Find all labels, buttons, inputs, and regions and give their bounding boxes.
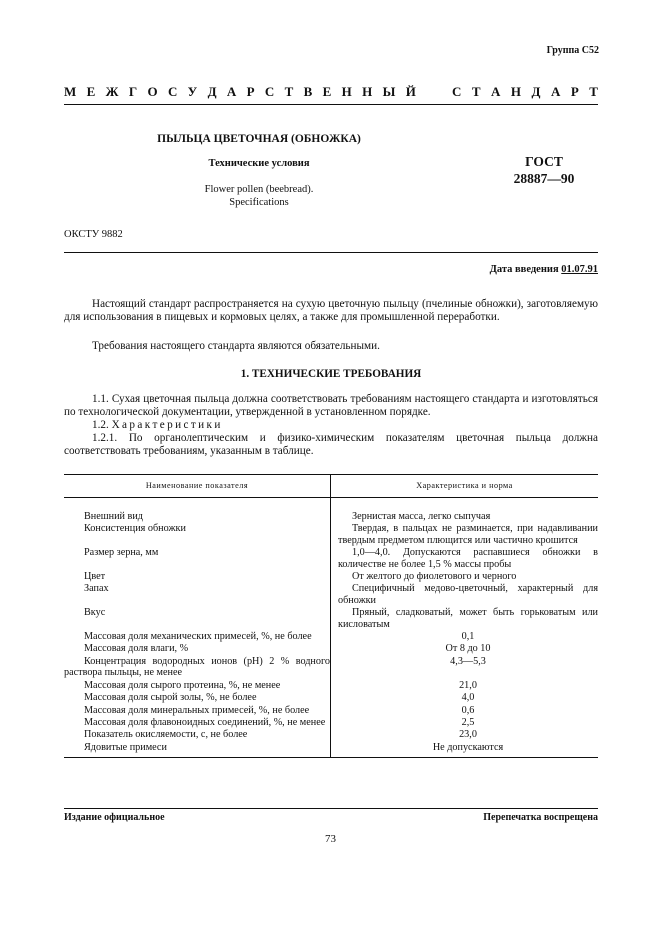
table-row bbox=[64, 571, 598, 583]
indicator-name: Цвет bbox=[64, 571, 331, 583]
table-row bbox=[64, 680, 598, 692]
column-header-indicator: Наименование показателя bbox=[64, 475, 331, 498]
clause-1-1: 1.1. Сухая цветочная пыльца должна соответствовать требованиям настоящего стандарта и изготовляться по технологической документации, утвержденной в установленном порядке. bbox=[64, 393, 598, 419]
table-row bbox=[64, 742, 598, 758]
banner-word-2: С Т А Н Д А Р Т bbox=[452, 84, 598, 99]
introduction-date bbox=[490, 264, 598, 275]
indicator-norm: 4,0 bbox=[461, 692, 475, 704]
indicator-name: Ядовитые примеси bbox=[64, 742, 331, 758]
standard-banner bbox=[64, 84, 598, 100]
indicator-name: Концентрация водородных ионов (рН) 2 % водного раствора пыльцы, не менее bbox=[64, 655, 330, 679]
top-rule bbox=[64, 104, 598, 105]
indicator-norm: Зернистая масса, легко сыпучая bbox=[352, 511, 491, 522]
requirements-table bbox=[64, 474, 598, 758]
table-row bbox=[64, 583, 598, 607]
table-row bbox=[64, 607, 598, 631]
section-heading: 1. ТЕХНИЧЕСКИЕ ТРЕБОВАНИЯ bbox=[240, 368, 422, 380]
indicator-name: Массовая доля влаги, % bbox=[64, 643, 331, 655]
clause-1-2-title: Характеристики bbox=[111, 419, 223, 431]
indicator-name: Запах bbox=[64, 583, 331, 607]
indicator-norm: Пряный, сладковатый, может быть горьковатым или кисловатым bbox=[338, 607, 598, 630]
indicator-norm: От 8 до 10 bbox=[445, 643, 491, 655]
english-title-line-1: Flower pollen (beebread). bbox=[204, 184, 314, 195]
group-code: Группа С52 bbox=[546, 45, 599, 56]
english-title bbox=[64, 183, 454, 209]
indicator-norm: 0,6 bbox=[461, 704, 475, 716]
banner-word-1: М Е Ж Г О С У Д А Р С Т В Е Н Н Ы Й bbox=[64, 84, 416, 99]
indicator-name: Консистенция обножки bbox=[64, 523, 331, 547]
footer-rule bbox=[64, 808, 598, 809]
document-title: ПЫЛЬЦА ЦВЕТОЧНАЯ (ОБНОЖКА) bbox=[157, 133, 361, 145]
indicator-norm: 0,1 bbox=[461, 631, 475, 643]
indicator-norm: 1,0—4,0. Допускаются распавшиеся обножки в количестве не более 1,5 % массы пробы bbox=[338, 547, 598, 570]
intro-paragraph-1: Настоящий стандарт распространяется на сухую цветочную пыльцу (пчелиные обножки), заготовляемую для использования в пищевых и кормовых целях, а также для промышленной переработки. bbox=[64, 298, 598, 324]
gost-code: 28887—90 bbox=[513, 171, 575, 186]
indicator-name: Массовая доля механических примесей, %, не более bbox=[64, 631, 331, 643]
table-row bbox=[64, 631, 598, 643]
indicator-norm: 23,0 bbox=[459, 729, 477, 741]
middle-rule bbox=[64, 252, 598, 253]
page-number: 73 bbox=[325, 833, 336, 845]
table-row bbox=[64, 498, 598, 524]
table-row bbox=[64, 547, 598, 571]
table-body bbox=[64, 498, 598, 758]
reprint-note: Перепечатка воспрещена bbox=[483, 812, 598, 823]
indicator-name: Внешний вид bbox=[64, 498, 331, 524]
indicator-name: Массовая доля минеральных примесей, %, не более bbox=[64, 705, 331, 717]
indicator-name: Массовая доля сырого протеина, %, не менее bbox=[64, 680, 331, 692]
clause-1-2-1: 1.2.1. По органолептическим и физико-химическим показателям цветочная пыльца должна соответствовать требованиям, указанным в таблице. bbox=[64, 432, 598, 458]
indicator-name: Вкус bbox=[64, 607, 331, 631]
indicator-name: Массовая доля сырой золы, %, не более bbox=[64, 692, 331, 704]
gost-label: ГОСТ bbox=[525, 154, 563, 169]
table-header-row bbox=[64, 475, 598, 498]
indicator-norm: 2,5 bbox=[461, 716, 475, 728]
table-row bbox=[64, 523, 598, 547]
clause-1-2-number: 1.2. bbox=[92, 419, 109, 431]
column-header-norm: Характеристика и норма bbox=[331, 475, 599, 498]
clause-1-2 bbox=[64, 419, 598, 432]
gost-number bbox=[490, 153, 598, 187]
indicator-name: Показатель окисляемости, с, не более bbox=[64, 729, 331, 741]
indicator-norm: Специфичный медово-цветочный, характерный для обножки bbox=[338, 583, 598, 606]
table-row bbox=[64, 729, 598, 741]
english-title-line-2: Specifications bbox=[229, 197, 289, 208]
intro-paragraph-2: Требования настоящего стандарта являются обязательными. bbox=[92, 340, 380, 352]
document-subtitle: Технические условия bbox=[208, 158, 310, 169]
table-row bbox=[64, 717, 598, 729]
date-value: 01.07.91 bbox=[561, 264, 598, 275]
indicator-norm: От желтого до фиолетового и черного bbox=[352, 571, 517, 583]
okstu-code: ОКСТУ 9882 bbox=[64, 229, 123, 240]
table-row bbox=[64, 643, 598, 655]
indicator-name: Массовая доля флавоноидных соединений, %, не менее bbox=[64, 717, 331, 729]
indicator-norm: 21,0 bbox=[459, 679, 477, 691]
table-row bbox=[64, 656, 598, 680]
edition-note: Издание официальное bbox=[64, 812, 165, 823]
table-row bbox=[64, 692, 598, 704]
indicator-norm: 4,3—5,3 bbox=[450, 655, 486, 667]
indicator-name: Размер зерна, мм bbox=[64, 547, 331, 571]
indicator-norm: Твердая, в пальцах не разминается, при надавливании твердым предметом плющится или частично крошится bbox=[338, 523, 598, 546]
indicator-norm: Не допускаются bbox=[331, 742, 599, 758]
date-label: Дата введения bbox=[489, 264, 559, 275]
table-row bbox=[64, 705, 598, 717]
